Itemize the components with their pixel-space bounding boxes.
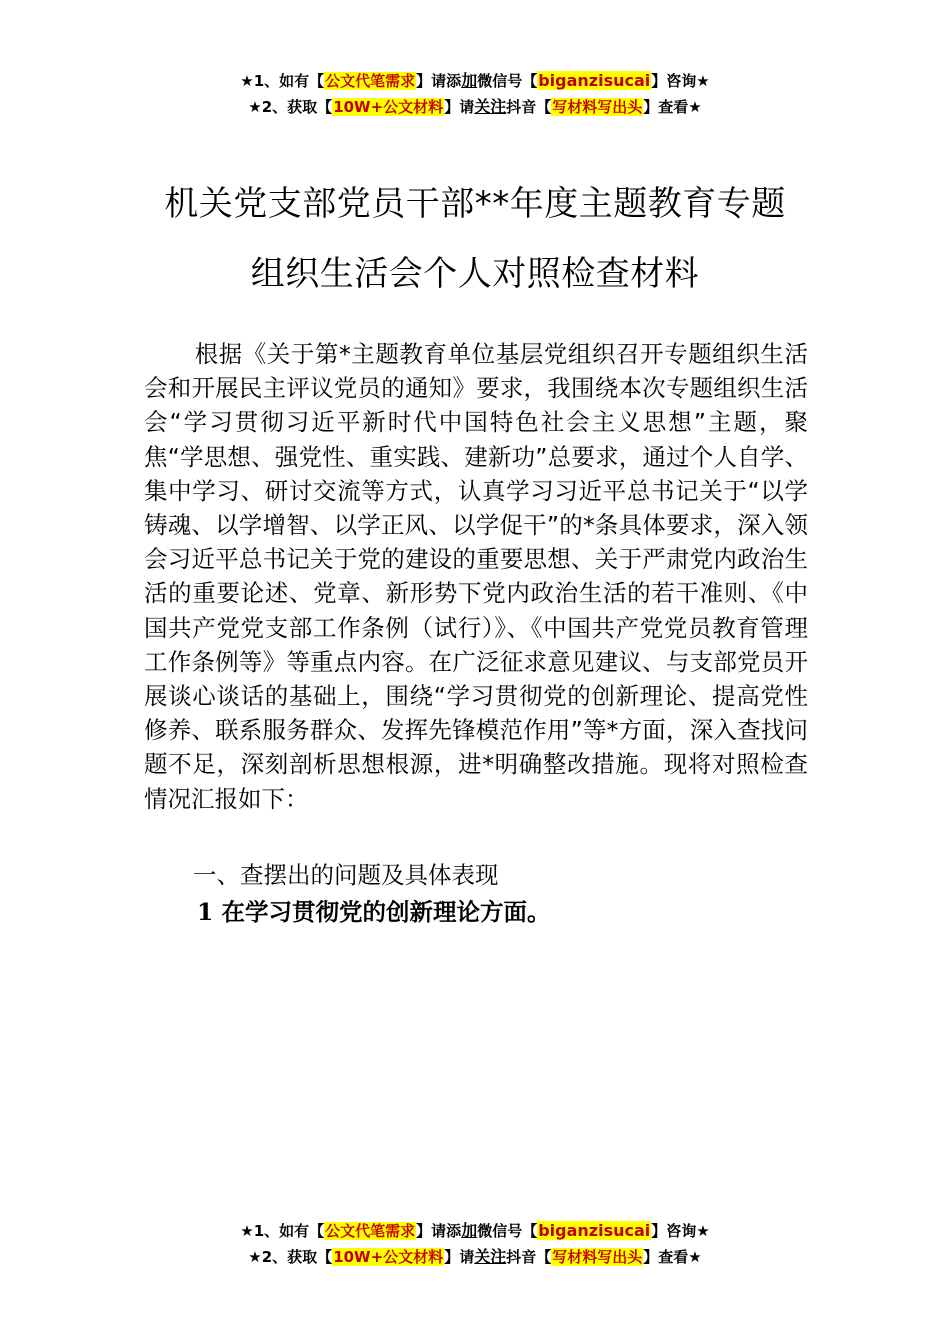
subsection-number: 1 — [197, 898, 214, 926]
promo-highlight-service: 公文代笔需求 — [325, 1222, 416, 1240]
promo-highlight-wechat-id: biganzisucai — [538, 71, 651, 90]
bottom-promo-banner — [0, 1218, 950, 1270]
promo-line-1: ★1、如有【公文代笔需求】请添加微信号【biganzisucai】咨询★ — [240, 71, 710, 90]
promo-line-2: ★2、获取【10W+公文材料】请关注抖音【写材料写出头】查看★ — [248, 1247, 702, 1266]
promo-line-1: ★1、如有【公文代笔需求】请添加微信号【biganzisucai】咨询★ — [240, 1221, 710, 1240]
promo-highlight-wechat-id: biganzisucai — [538, 1221, 651, 1240]
document-title-line-2: 组织生活会个人对照检查材料 — [250, 254, 700, 294]
document-title-line-1: 机关党支部党员干部**年度主题教育专题 — [164, 184, 786, 224]
subsection-heading — [197, 895, 551, 929]
body-paragraph — [144, 337, 808, 816]
top-promo-banner — [0, 68, 950, 120]
promo-highlight-douyin: 写材料写出头 — [552, 98, 643, 116]
body-paragraph-text: 根据《关于第*主题教育单位基层党组织召开专题组织生活会和开展民主评议党员的通知》要求，我围绕本次专题组织生活会“学习贯彻习近平新时代中国特色社会主义思想”主题，聚焦“学思想、强党性、重实践、建新功”总要求，通过个人自学、集中学习、研讨交流等方式，认真学习习近平总书记关于“以学铸魂、以学增智、以学正风、以学促干”的*条具体要求，深入领会习近平总书记关于党的建设的重要思想、关于严肃党内政治生活的重要论述、党章、新形势下党内政治生活的若干准则、《中国共产党党支部工作条例（试行）》、《中国共产党党员教育管理工作条例等》等重点内容。在广泛征求意见建议、与支部党员开展谈心谈话的基础上，围绕“学习贯彻党的创新理论、提高党性修养、联系服务群众、发挥先锋模范作用”等*方面，深入查找问题不足，深刻剖析思想根源，进*明确整改措施。现将对照检查情况汇报如下： — [144, 340, 808, 813]
promo-highlight-douyin: 写材料写出头 — [552, 1248, 643, 1266]
section-heading: 一、查摆出的问题及具体表现 — [193, 861, 499, 889]
promo-highlight-materials: 10W+公文材料 — [333, 98, 444, 116]
subsection-text: 在学习贯彻党的创新理论方面。 — [221, 898, 551, 926]
promo-highlight-materials: 10W+公文材料 — [333, 1248, 444, 1266]
promo-highlight-service: 公文代笔需求 — [325, 72, 416, 90]
promo-line-2: ★2、获取【10W+公文材料】请关注抖音【写材料写出头】查看★ — [248, 97, 702, 116]
